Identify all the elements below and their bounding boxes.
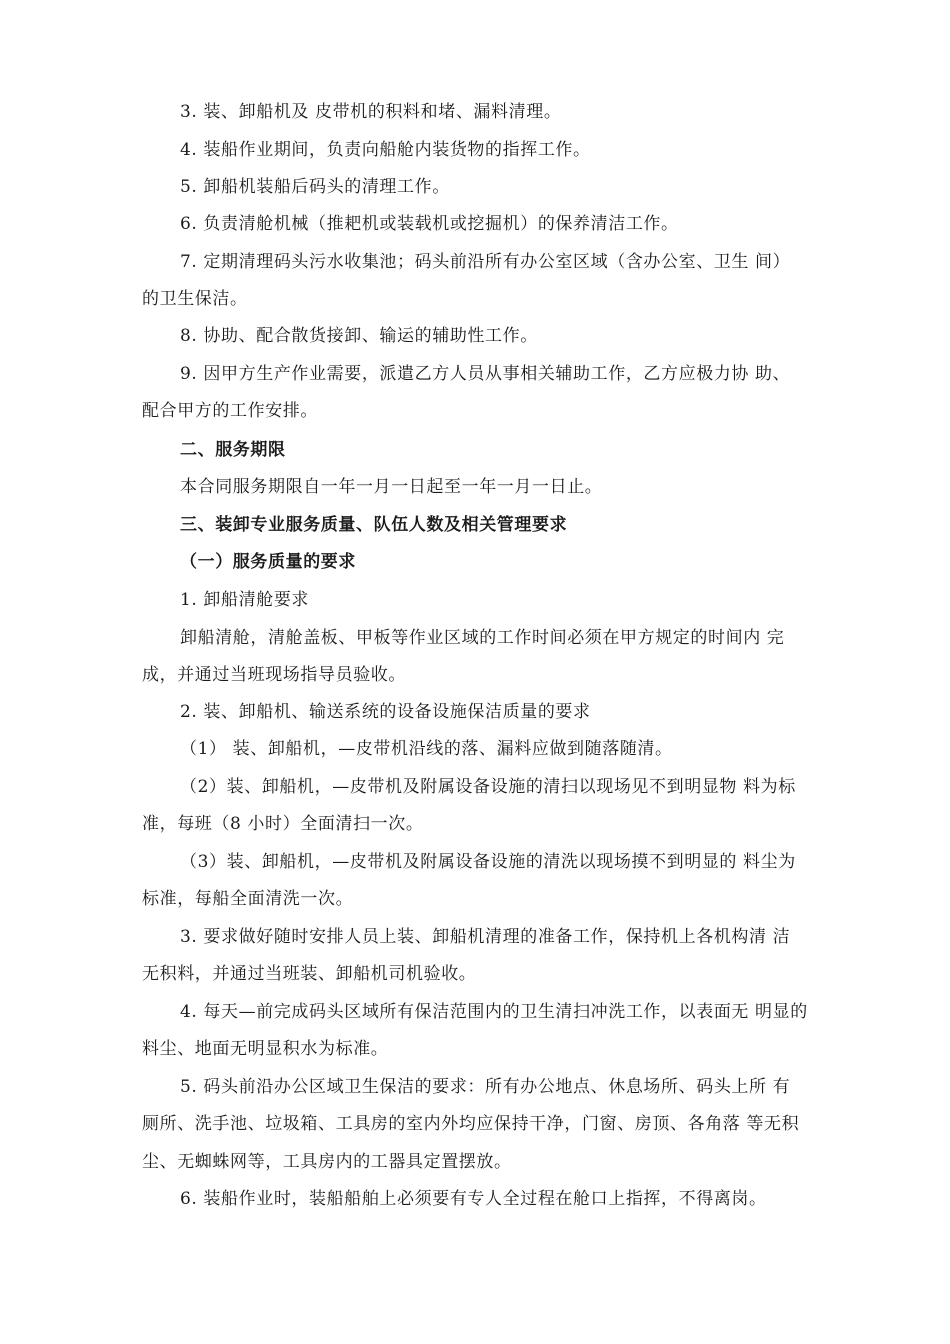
item-heading-unloading-cleaning: 1. 卸船清舱要求 xyxy=(180,590,310,610)
item-3-continuation: 无积料，并通过当班装、卸船机司机验收。 xyxy=(142,964,477,984)
list-item-6: 6. 负责清舱机械（推耙机或装载机或挖掘机）的保养清洁工作。 xyxy=(180,214,679,234)
sub-item-3: （3）装、卸船机，—皮带机及附属设备设施的清洗以现场摸不到明显的 料尘为 xyxy=(180,852,796,872)
list-item-9: 9. 因甲方生产作业需要，派遣乙方人员从事相关辅助工作，乙方应极力协 助、 xyxy=(180,364,791,384)
item-5-continuation-2: 尘、无蜘蛛网等，工具房内的工器具定置摆放。 xyxy=(142,1152,512,1172)
item-heading-equipment-cleaning: 2. 装、卸船机、输送系统的设备设施保洁质量的要求 xyxy=(180,702,591,722)
paragraph-unloading-cleaning: 卸船清舱，清舱盖板、甲板等作业区域的工作时间必须在甲方规定的时间内 完 xyxy=(180,628,785,648)
item-4: 4. 每天—前完成码头区域所有保洁范围内的卫生清扫冲洗工作，以表面无 明显的 xyxy=(180,1002,808,1022)
item-3: 3. 要求做好随时安排人员上装、卸船机清理的准备工作，保持机上各机构清 洁 xyxy=(180,927,791,947)
section-heading-service-period: 二、服务期限 xyxy=(180,440,286,460)
item-6: 6. 装船作业时，装船船舶上必须要有专人全过程在舱口上指挥，不得离岗。 xyxy=(180,1189,767,1209)
list-item-3: 3. 装、卸船机及 皮带机的积料和堵、漏料清理。 xyxy=(180,102,562,122)
sub-item-1: （1） 装、卸船机，—皮带机沿线的落、漏料应做到随落随清。 xyxy=(180,739,673,759)
subsection-heading-quality: （一）服务质量的要求 xyxy=(180,552,356,572)
item-4-continuation: 料尘、地面无明显积水为标准。 xyxy=(142,1039,389,1059)
sub-item-2-continuation: 准，每班（8 小时）全面清扫一次。 xyxy=(142,814,424,834)
item-5-continuation-1: 厕所、洗手池、垃圾箱、工具房的室内外均应保持干净，门窗、房顶、各角落 等无积 xyxy=(142,1114,800,1134)
sub-item-2: （2）装、卸船机，—皮带机及附属设备设施的清扫以现场见不到明显物 料为标 xyxy=(180,777,796,797)
list-item-7-continuation: 的卫生保洁。 xyxy=(142,289,248,309)
paragraph-service-period: 本合同服务期限自一年一月一日起至一年一月一日止。 xyxy=(180,477,603,497)
item-5: 5. 码头前沿办公区域卫生保洁的要求：所有办公地点、休息场所、码头上所 有 xyxy=(180,1077,791,1097)
section-heading-quality-requirements: 三、装卸专业服务质量、队伍人数及相关管理要求 xyxy=(180,515,568,535)
list-item-7: 7. 定期清理码头污水收集池；码头前沿所有办公室区域（含办公室、卫生 间） xyxy=(180,252,791,272)
sub-item-3-continuation: 标准，每船全面清洗一次。 xyxy=(142,889,354,909)
list-item-5: 5. 卸船机装船后码头的清理工作。 xyxy=(180,177,450,197)
list-item-9-continuation: 配合甲方的工作安排。 xyxy=(142,401,318,421)
list-item-4: 4. 装船作业期间，负责向船舱内装货物的指挥工作。 xyxy=(180,140,591,160)
list-item-8: 8. 协助、配合散货接卸、输运的辅助性工作。 xyxy=(180,326,538,346)
paragraph-unloading-cleaning-continuation: 成，并通过当班现场指导员验收。 xyxy=(142,665,406,685)
